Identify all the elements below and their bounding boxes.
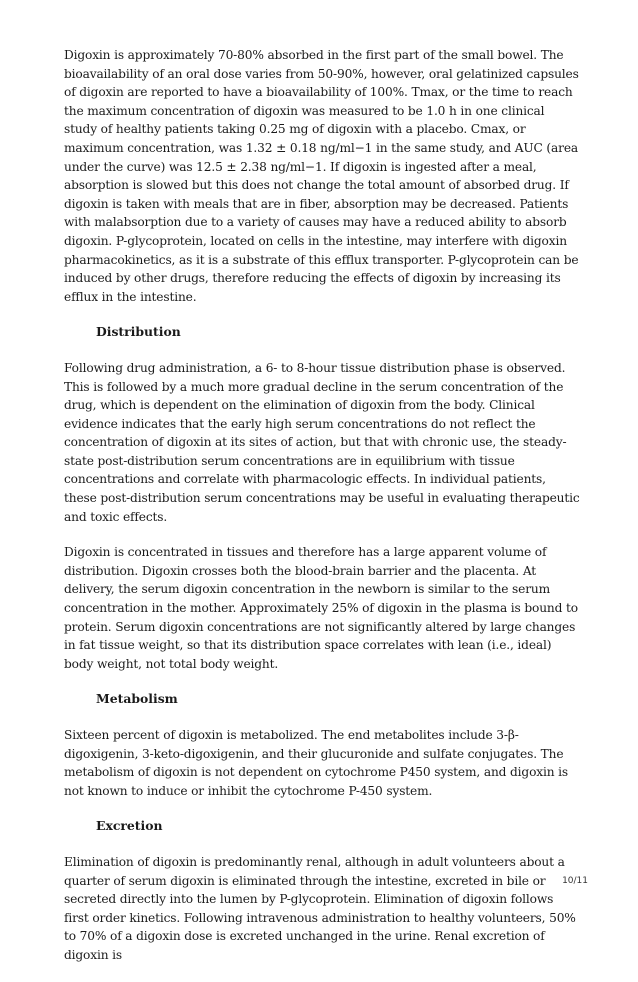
paragraph-metabolism: Sixteen percent of digoxin is metabolized. The end metabolites include 3-β-digoxigenin, 3-keto-digoxigenin, and their glucuronide and sulfate conjugates. The metabolism of digoxin is not dependent on cytochrome P450 system, and digoxin is not known to induce or inhibit the cytochrome P-450 system. <box>64 728 569 798</box>
document-page <box>64 46 580 982</box>
paragraph-excretion: Elimination of digoxin is predominantly renal, although in adult volunteers about a quarter of serum digoxin is eliminated through the intestine, excreted in bile or secreted directly into the lumen by P-glycoprotein. Elimination of digoxin follows first order kinetics. Following intravenous administration to healthy volunteers, 50% to 70% of a digoxin dose is excreted unchanged in the urine. Renal excretion of digoxin is <box>64 854 576 962</box>
page-number: 10/11 <box>562 876 588 886</box>
section-heading-distribution: Distribution <box>96 324 181 340</box>
section-heading-excretion: Excretion <box>96 818 163 834</box>
paragraph-distribution-phase: Following drug administration, a 6- to 8-hour tissue distribution phase is observed. This is followed by a much more gradual decline in the serum concentration of the drug, which is dependent on the elimination of digoxin from the body. Clinical evidence indicates that the early high serum concentrations do not reflect the concentration of digoxin at its sites of action, but that with chronic use, the steady-state post-distribution serum concentrations are in equilibrium with tissue concentrations and correlate with pharmacologic effects. In individual patients, these post-distribution serum concentrations may be useful in evaluating therapeutic and toxic effects. <box>64 360 580 524</box>
paragraph-absorption: Digoxin is approximately 70-80% absorbed in the first part of the small bowel. The bioavailability of an oral dose varies from 50-90%, however, oral gelatinized capsules of digoxin are reported to have a bioavailability of 100%. Tmax, or the time to reach the maximum concentration of digoxin was measured to be 1.0 h in one clinical study of healthy patients taking 0.25 mg of digoxin with a placebo. Cmax, or maximum concentration, was 1.32 ± 0.18 ng/ml−1 in the same study, and AUC (area under the curve) was 12.5 ± 2.38 ng/ml−1. If digoxin is ingested after a meal, absorption is slowed but this does not change the total amount of absorbed drug. If digoxin is taken with meals that are in fiber, absorption may be decreased. Patients with malabsorption due to a variety of causes may have a reduced ability to absorb digoxin. P-glycoprotein, located on cells in the intestine, may interfere with digoxin pharmacokinetics, as it is a substrate of this efflux transporter. P-glycoprotein can be induced by other drugs, therefore reducing the effects of digoxin by increasing its efflux in the intestine. <box>64 48 579 304</box>
paragraph-distribution-volume: Digoxin is concentrated in tissues and therefore has a large apparent volume of distribution. Digoxin crosses both the blood-brain barrier and the placenta. At delivery, the serum digoxin concentration in the newborn is similar to the serum concentration in the mother. Approximately 25% of digoxin in the plasma is bound to protein. Serum digoxin concentrations are not significantly altered by large changes in fat tissue weight, so that its distribution space correlates with lean (i.e., ideal) body weight, not total body weight. <box>64 545 578 671</box>
section-heading-metabolism: Metabolism <box>96 691 178 707</box>
